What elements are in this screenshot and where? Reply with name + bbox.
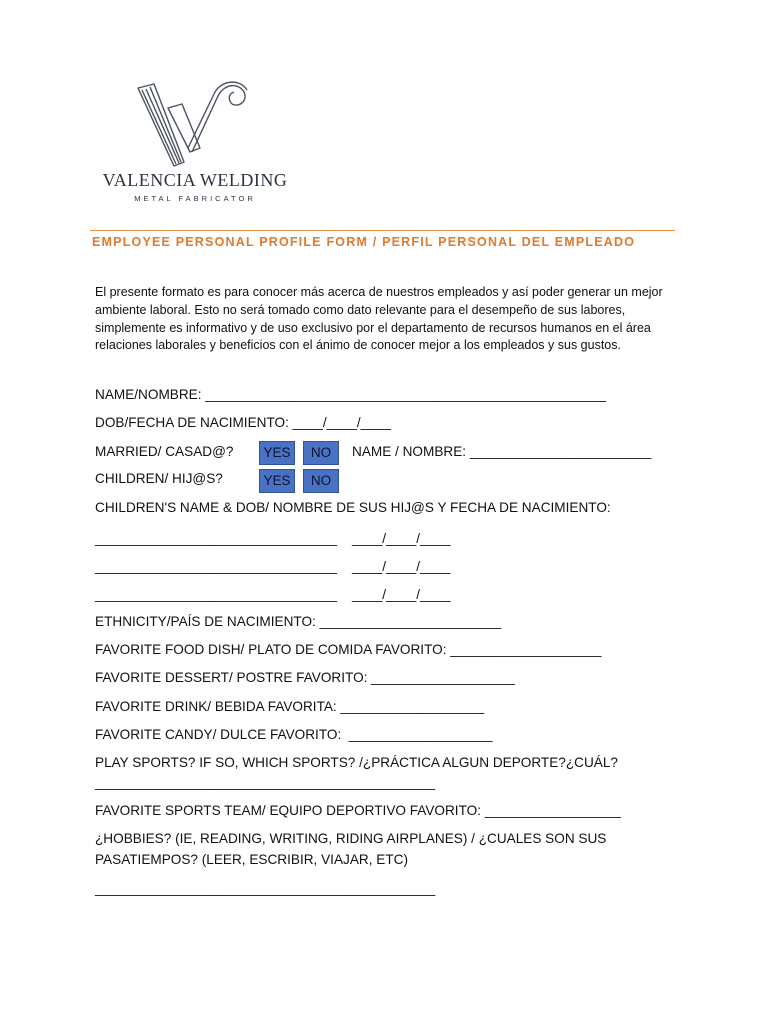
spouse-name-field[interactable]: NAME / NOMBRE: ________________________ bbox=[352, 444, 652, 459]
child-row-1[interactable]: ________________________________ ____/____/____ bbox=[95, 531, 451, 546]
favorite-dessert-field[interactable]: FAVORITE DESSERT/ POSTRE FAVORITO: ___________________ bbox=[95, 670, 515, 685]
sports-blank[interactable]: _____________________________________________ bbox=[95, 775, 436, 790]
dob-field[interactable]: DOB/FECHA DE NACIMIENTO: ____/____/____ bbox=[95, 415, 391, 430]
married-yes-button[interactable]: YES bbox=[259, 441, 295, 465]
sports-label: PLAY SPORTS? IF SO, WHICH SPORTS? /¿PRÁCTICA ALGUN DEPORTE?¿CUÁL? bbox=[95, 755, 618, 770]
children-label: CHILDREN/ HIJ@S? bbox=[95, 471, 223, 486]
favorite-food-field[interactable]: FAVORITE FOOD DISH/ PLATO DE COMIDA FAVORITO: ____________________ bbox=[95, 642, 602, 657]
sports-team-field[interactable]: FAVORITE SPORTS TEAM/ EQUIPO DEPORTIVO FAVORITO: __________________ bbox=[95, 803, 621, 818]
married-label: MARRIED/ CASAD@? bbox=[95, 444, 234, 459]
company-logo bbox=[100, 78, 290, 208]
child-row-2[interactable]: ________________________________ ____/____/____ bbox=[95, 559, 451, 574]
favorite-drink-field[interactable]: FAVORITE DRINK/ BEBIDA FAVORITA: ___________________ bbox=[95, 699, 485, 714]
children-no-button[interactable]: NO bbox=[303, 469, 339, 493]
hobbies-label-line-2: PASATIEMPOS? (LEER, ESCRIBIR, VIAJAR, ETC) bbox=[95, 852, 408, 867]
children-yes-button[interactable]: YES bbox=[259, 469, 295, 493]
favorite-candy-field[interactable]: FAVORITE CANDY/ DULCE FAVORITO: ___________________ bbox=[95, 727, 493, 742]
hobbies-blank[interactable]: _____________________________________________ bbox=[95, 881, 436, 896]
form-title: EMPLOYEE PERSONAL PROFILE FORM / PERFIL PERSONAL DEL EMPLEADO bbox=[92, 235, 636, 249]
brand-tagline: METAL FABRICATOR bbox=[134, 194, 256, 203]
intro-paragraph: El presente formato es para conocer más acerca de nuestros empleados y así poder generar un mejor ambiente laboral. Esto no será tomado como dato relevante para el desempeño de sus labores, simplemente es informativo y de uso exclusivo por el departamento de recursos humanos en el área relaciones laborales y beneficios con el ánimo de conocer mejor a los empleados y sus gustos. bbox=[95, 285, 663, 353]
brand-name: VALENCIA WELDING bbox=[102, 170, 288, 190]
children-names-label: CHILDREN'S NAME & DOB/ NOMBRE DE SUS HIJ@S Y FECHA DE NACIMIENTO: bbox=[95, 500, 611, 515]
ethnicity-field[interactable]: ETHNICITY/PAÍS DE NACIMIENTO: ________________________ bbox=[95, 614, 502, 629]
married-no-button[interactable]: NO bbox=[303, 441, 339, 465]
w-monogram-icon bbox=[134, 78, 254, 168]
child-row-3[interactable]: ________________________________ ____/____/____ bbox=[95, 587, 451, 602]
hobbies-label-line-1: ¿HOBBIES? (IE, READING, WRITING, RIDING AIRPLANES) / ¿CUALES SON SUS bbox=[95, 831, 607, 846]
title-divider bbox=[90, 230, 675, 231]
name-field[interactable]: NAME/NOMBRE: _____________________________________________________ bbox=[95, 387, 606, 402]
